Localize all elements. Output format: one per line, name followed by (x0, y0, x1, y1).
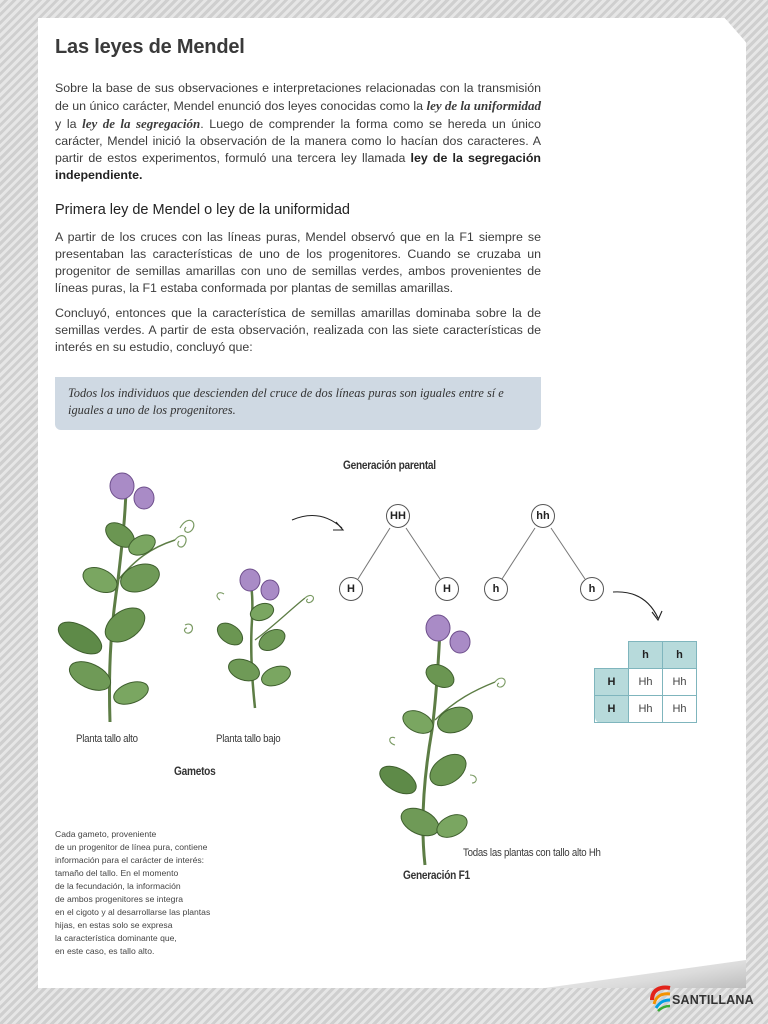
punnett-cell: Hh (663, 669, 697, 696)
punnett-row-header: H (595, 696, 629, 723)
term-segregacion-independiente: ley de la segregación independiente. (55, 151, 541, 182)
cross-lines (358, 528, 585, 579)
punnett-header-row (595, 642, 697, 669)
intro-text-3: . Luego de comprender la forma como se hereda un único carácter, Mendel inició la observación de la manera como lo hacían dos caracteres. A partir de estos experimentos, formuló una tercera ley llamada (55, 117, 541, 165)
page-title: Las leyes de Mendel (55, 36, 245, 58)
line-HH-H2 (406, 528, 440, 579)
punnett-row-header: H (595, 669, 629, 696)
line-HH-H1 (358, 528, 390, 579)
line-hh-h1 (502, 528, 535, 579)
term-uniformidad: ley de la uniformidad (426, 98, 541, 113)
gametes-caption: Cada gameto, proveniente de un progenitor de línea pura, contiene información para el carácter de interés: tamaño del tallo. En el momento de la fecundación, la información de ambos progenitores se integra en el cigoto y al desarrollarse las plantas hijas, en estas solo se expresa la característica dominante que, en este caso, es tallo alto. (55, 829, 211, 956)
santillana-logo-mark (652, 988, 670, 1012)
law-callout: Todos los individuos que descienden del cruce de dos líneas puras son iguales entre sí e iguales a uno de los progenitores. (55, 377, 541, 430)
punnett-row (595, 696, 697, 723)
gamete-node-H2: H (435, 577, 459, 601)
plant-tall-illustration (53, 473, 194, 722)
section-paragraph-1: A partir de los cruces con las líneas puras, Mendel observó que en la F1 siempre se presentaban las características de uno de los progenitores. Cuando se cruzaba un progenitor de semillas amarillas con uno de semillas verdes, ambos provenientes de líneas puras, la F1 estaba conformada por plantas de semillas amarillas. (55, 230, 541, 295)
section-paragraph-2: Concluyó, entonces que la característica de semillas amarillas dominaba sobre la de semillas verdes. A partir de esta observación, realizada con las siete características de interés en su estudio, concluyó que: (55, 306, 541, 354)
brand-logo-text: SANTILLANA (672, 993, 754, 1007)
parent-node-hh: hh (531, 504, 555, 528)
punnett-cell: Hh (629, 696, 663, 723)
parental-generation-label: Generación parental (343, 460, 436, 472)
term-segregacion: ley de la segregación (82, 116, 201, 131)
punnett-col-header: h (629, 642, 663, 669)
parent-node-HH: HH (386, 504, 410, 528)
f1-generation-label: Generación F1 (403, 870, 470, 882)
section-heading: Primera ley de Mendel o ley de la uniformidad (55, 202, 350, 218)
arrow-parental-head (333, 522, 343, 530)
arrow-punnett (613, 592, 658, 618)
plant-tall-label: Planta tallo alto (76, 733, 138, 745)
plant-f1-illustration (375, 615, 505, 865)
intro-text-2: y la (55, 117, 83, 131)
punnett-square (594, 641, 697, 723)
punnett-cell: Hh (629, 669, 663, 696)
line-hh-h2 (551, 528, 585, 579)
gamete-node-h1: h (484, 577, 508, 601)
plant-short-label: Planta tallo bajo (216, 733, 281, 745)
punnett-col-header: h (663, 642, 697, 669)
punnett-row (595, 669, 697, 696)
arrows (292, 516, 662, 621)
gamete-node-h2: h (580, 577, 604, 601)
f1-result-label: Todas las plantas con tallo alto Hh (463, 847, 601, 859)
punnett-corner (595, 642, 629, 669)
gametes-label: Gametos (174, 766, 216, 778)
gamete-node-H1: H (339, 577, 363, 601)
intro-text-1: Sobre la base de sus observaciones e interpretaciones relacionadas con la transmisión de un único carácter, Mendel enunció dos leyes conocidas como la (55, 81, 541, 113)
plant-short-illustration (213, 569, 313, 708)
punnett-cell: Hh (663, 696, 697, 723)
arrow-parental (292, 516, 342, 529)
